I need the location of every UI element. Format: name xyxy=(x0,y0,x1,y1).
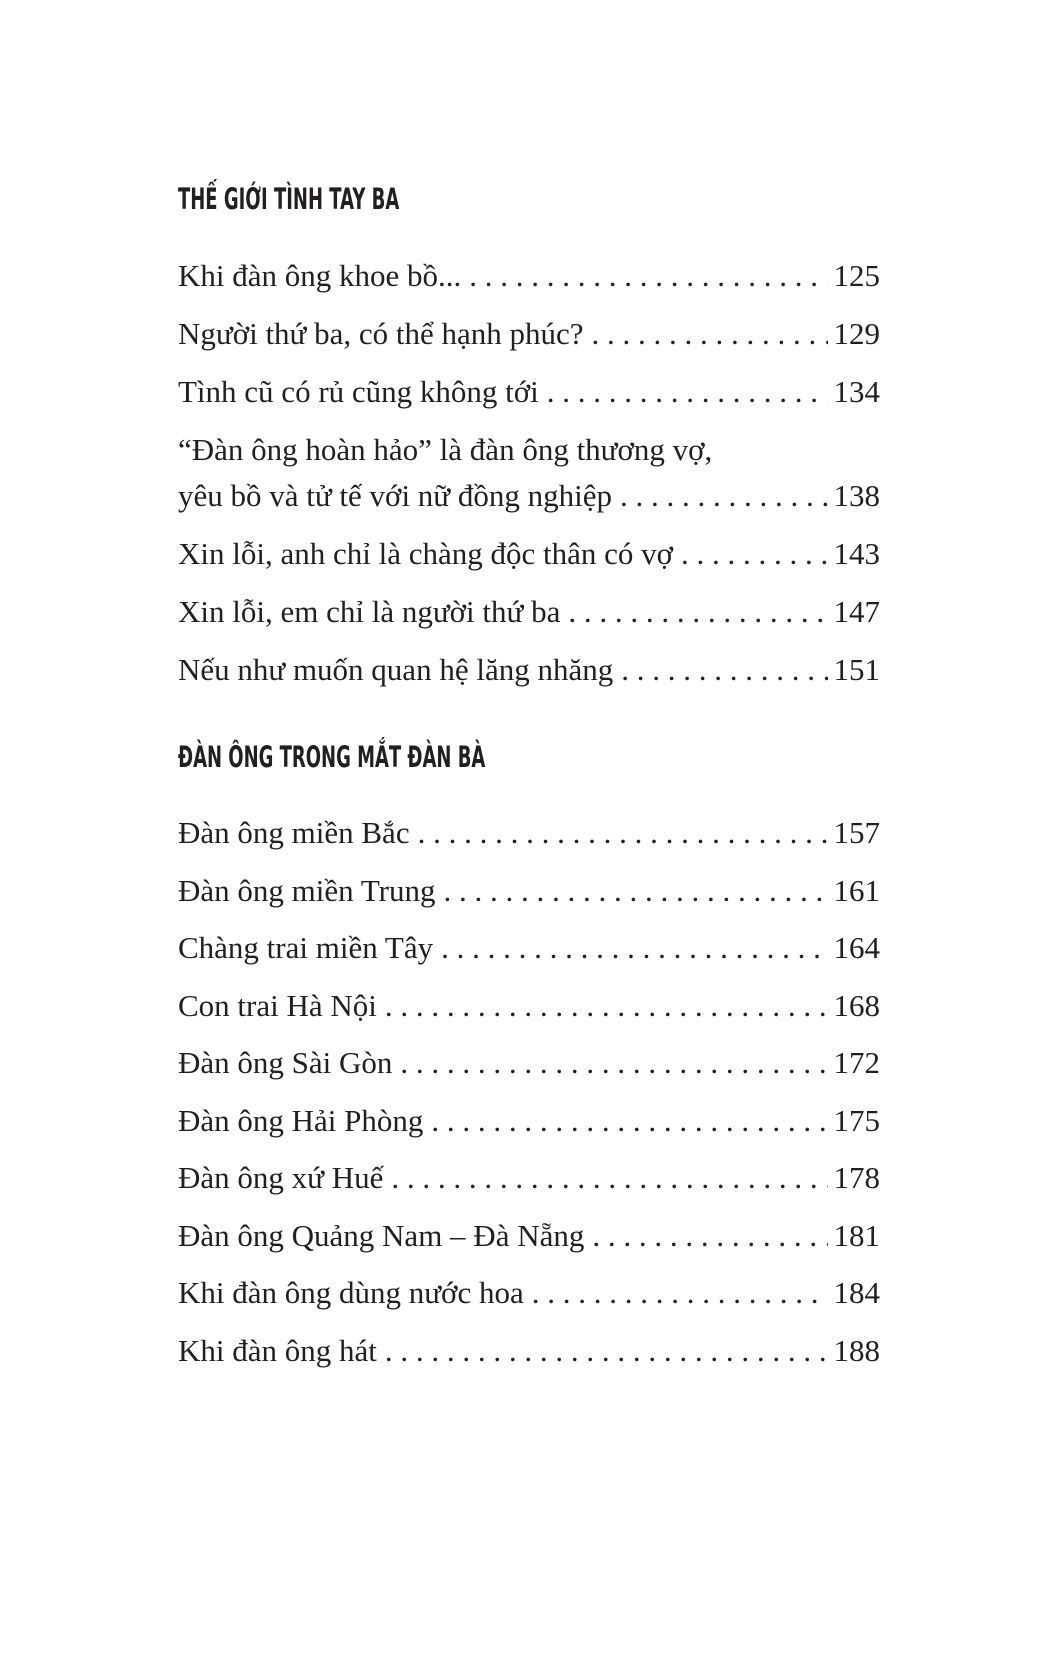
toc-list-section-2 xyxy=(178,1045,880,1081)
dot-leader xyxy=(620,478,828,514)
toc-entry[interactable] xyxy=(178,1045,880,1081)
page-number: 138 xyxy=(833,478,880,513)
toc-list-section-1 xyxy=(178,258,880,294)
toc-entry[interactable] xyxy=(178,374,880,410)
toc-list-section-2 xyxy=(178,1275,880,1311)
toc-list-section-2 xyxy=(178,988,880,1024)
entry-title: Xin lỗi, em chỉ là người thứ ba xyxy=(178,594,561,629)
page-number: 125 xyxy=(833,258,880,293)
entry-title: Đàn ông Sài Gòn xyxy=(178,1045,393,1080)
dot-leader xyxy=(444,873,828,909)
dot-leader xyxy=(441,930,827,966)
entry-title: Đàn ông Hải Phòng xyxy=(178,1103,424,1138)
dot-leader xyxy=(385,988,828,1024)
page-number: 181 xyxy=(833,1218,880,1253)
dot-leader xyxy=(592,1218,827,1254)
toc-list-section-1 xyxy=(178,652,880,688)
toc-list-section-2 xyxy=(178,1160,880,1196)
entry-title: yêu bồ và tử tế với nữ đồng nghiệp xyxy=(178,478,612,513)
entry-title: Khi đàn ông khoe bồ... xyxy=(178,258,462,293)
toc-entry[interactable] xyxy=(178,873,880,909)
toc-list-section-2 xyxy=(178,1333,880,1369)
toc-entry xyxy=(178,478,880,514)
entry-title: Người thứ ba, có thể hạnh phúc? xyxy=(178,316,584,351)
dot-leader xyxy=(681,536,827,572)
dot-leader xyxy=(568,594,827,630)
page-number: 178 xyxy=(833,1160,880,1195)
toc-entry[interactable] xyxy=(178,594,880,630)
dot-leader xyxy=(431,1103,827,1139)
toc-entry[interactable] xyxy=(178,988,880,1024)
entry-title: Nếu như muốn quan hệ lăng nhăng xyxy=(178,652,614,687)
toc-entry-multiline[interactable] xyxy=(178,432,880,514)
entry-title: Khi đàn ông hát xyxy=(178,1333,377,1368)
toc-entry[interactable] xyxy=(178,316,880,352)
entry-title: Đàn ông miền Bắc xyxy=(178,815,410,850)
page-number: 147 xyxy=(833,594,880,629)
dot-leader xyxy=(469,258,827,294)
entry-title: Khi đàn ông dùng nước hoa xyxy=(178,1275,524,1310)
toc-entry[interactable] xyxy=(178,930,880,966)
toc-entry[interactable] xyxy=(178,1218,880,1254)
page-number: 161 xyxy=(833,873,880,908)
toc-entry[interactable] xyxy=(178,258,880,294)
toc-list-section-2 xyxy=(178,815,880,851)
section-title: THẾ GIỚI TÌNH TAY BA xyxy=(178,182,400,216)
dot-leader xyxy=(418,815,828,851)
toc-entry[interactable] xyxy=(178,652,880,688)
toc-list-section-2 xyxy=(178,1103,880,1139)
dot-leader xyxy=(385,1333,828,1369)
page-number: 175 xyxy=(833,1103,880,1138)
dot-leader xyxy=(400,1045,827,1081)
toc-entry[interactable] xyxy=(178,1103,880,1139)
page-number: 164 xyxy=(833,930,880,965)
entry-title: Chàng trai miền Tây xyxy=(178,930,434,965)
dot-leader xyxy=(391,1160,827,1196)
dot-leader xyxy=(621,652,827,688)
page-number: 134 xyxy=(833,374,880,409)
page-number: 143 xyxy=(833,536,880,571)
page-number: 168 xyxy=(833,988,880,1023)
toc-entry[interactable] xyxy=(178,1275,880,1311)
toc-list-section-1 xyxy=(178,374,880,410)
toc-entry[interactable] xyxy=(178,1333,880,1369)
entry-title-line-1: “Đàn ông hoàn hảo” là đàn ông thương vợ, xyxy=(178,432,713,467)
entry-title: Đàn ông Quảng Nam – Đà Nẵng xyxy=(178,1218,585,1253)
page-number: 172 xyxy=(833,1045,880,1080)
page-number: 184 xyxy=(833,1275,880,1310)
dot-leader xyxy=(547,374,828,410)
toc-entry[interactable] xyxy=(178,536,880,572)
page-number: 129 xyxy=(833,316,880,351)
toc-list-section-2 xyxy=(178,930,880,966)
entry-title: Xin lỗi, anh chỉ là chàng độc thân có vợ xyxy=(178,536,674,571)
toc-list-section-2 xyxy=(178,873,880,909)
entry-title: Đàn ông miền Trung xyxy=(178,873,436,908)
entry-title: Đàn ông xứ Huế xyxy=(178,1160,384,1195)
toc-list-section-1 xyxy=(178,316,880,352)
entry-title: Tình cũ có rủ cũng không tới xyxy=(178,374,539,409)
page-number: 151 xyxy=(833,652,880,687)
toc-entry[interactable] xyxy=(178,1160,880,1196)
toc-list-section-1 xyxy=(178,536,880,572)
page-number: 188 xyxy=(833,1333,880,1368)
dot-leader xyxy=(592,316,828,352)
toc-entry[interactable] xyxy=(178,815,880,851)
entry-title: Con trai Hà Nội xyxy=(178,988,377,1023)
page-number: 157 xyxy=(833,815,880,850)
toc-list-section-2 xyxy=(178,1218,880,1254)
dot-leader xyxy=(532,1275,828,1311)
toc-list-section-1 xyxy=(178,594,880,630)
section-title: ĐÀN ÔNG TRONG MẮT ĐÀN BÀ xyxy=(178,740,486,774)
